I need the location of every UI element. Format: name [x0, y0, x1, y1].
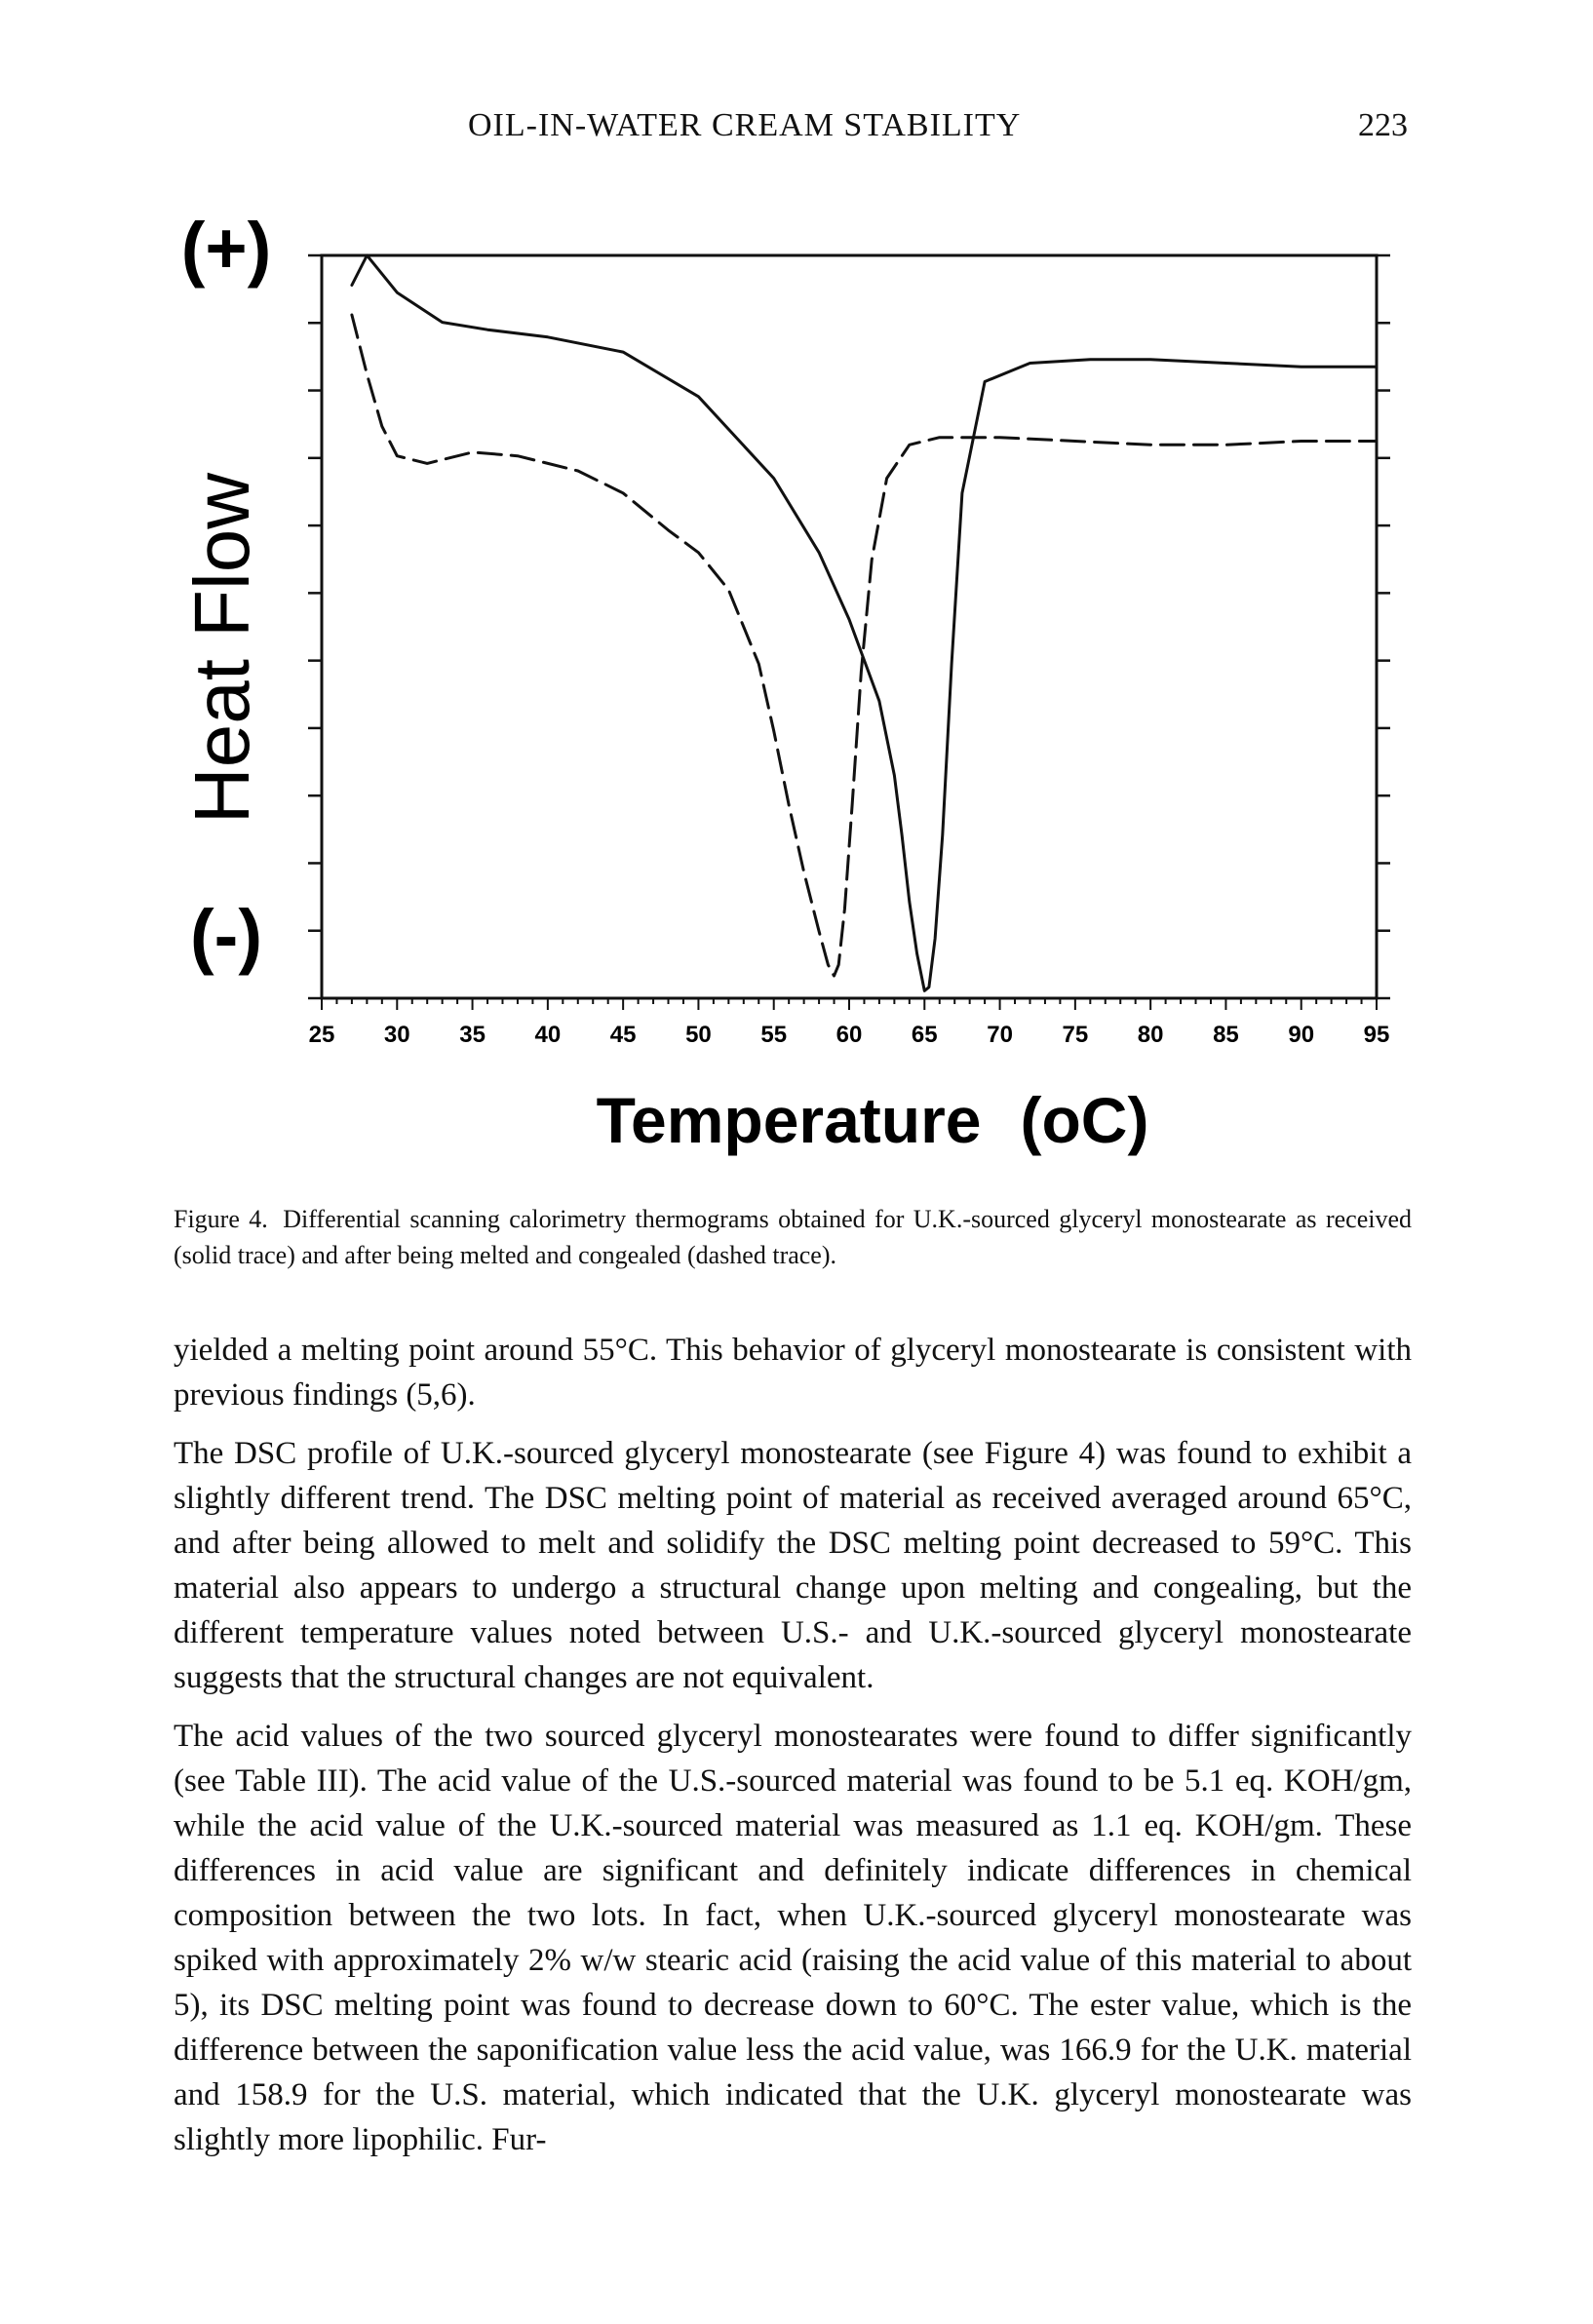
solid-trace: [352, 255, 1377, 990]
x-tick-label: 90: [1288, 1022, 1315, 1048]
x-tick-label: 70: [987, 1022, 1013, 1048]
x-axis-title: Temperature: [596, 1084, 982, 1156]
series-layer: [352, 255, 1377, 990]
dashed-trace: [352, 315, 1377, 976]
body-text: [174, 1328, 1412, 2176]
axes-layer: [308, 255, 1390, 1048]
x-tick-label: 85: [1213, 1022, 1239, 1048]
y-positive-label: (+): [180, 208, 272, 289]
x-tick-label: 65: [911, 1022, 938, 1048]
x-tick-label: 45: [609, 1022, 637, 1048]
x-axis-unit: (oC): [1020, 1084, 1149, 1156]
page-number: 223: [1358, 107, 1408, 143]
plot-frame: [322, 255, 1377, 998]
paragraph: The DSC profile of U.K.-sourced glyceryl monostearate (see Figure 4) was found to exhibit a slightly different trend. The DSC melting point of material as received averaged around 65°C, and after being allowed to melt and solidify the DSC melting point decreased to 59°C. This material also appears to undergo a structural change upon melting and congealing, but the different temperature values noted between U.S.- and U.K.-sourced glyceryl monostearate suggests that the structural changes are not equivalent.: [174, 1436, 1412, 1695]
x-tick-label: 75: [1062, 1022, 1089, 1048]
paragraph: yielded a melting point around 55°C. This behavior of glyceryl monostearate is consistent with previous findings (5,6).: [174, 1333, 1412, 1413]
x-tick-label: 25: [308, 1022, 335, 1048]
x-tick-label: 80: [1137, 1022, 1164, 1048]
x-tick-label: 40: [534, 1022, 562, 1048]
caption-label: Figure 4.: [174, 1205, 268, 1233]
running-title: OIL-IN-WATER CREAM STABILITY: [468, 107, 1022, 143]
y-negative-label: (-): [190, 895, 262, 976]
paragraph: The acid values of the two sourced glyceryl monostearates were found to differ significantly (see Table III). The acid value of the U.S.-sourced material was found to be 5.1 eq. KOH/gm, while the acid value of the U.K.-sourced material was measured as 1.1 eq. KOH/gm. These differences in acid value are significant and definitely indicate differences in chemical composition between the two lots. In fact, when U.K.-sourced glyceryl monostearate was spiked with approximately 2% w/w stearic acid (raising the acid value of this material to about 5), its DSC melting point was found to decrease down to 60°C. The ester value, which is the difference between the saponification value less the acid value, was 166.9 for the U.K. material and 158.9 for the U.S. material, which indicated that the U.K. glyceryl monostearate was slightly more lipophilic. Fur-: [174, 1719, 1412, 2157]
y-axis-label: Heat Flow: [178, 472, 265, 825]
x-tick-label: 50: [685, 1022, 712, 1048]
x-tick-label: 55: [760, 1022, 788, 1048]
x-tick-label: 30: [383, 1022, 410, 1048]
figure-caption: [174, 1201, 1412, 1273]
caption-text: Differential scanning calorimetry thermograms obtained for U.K.-sourced glyceryl monostearate as received (solid trace) and after being melted and congealed (dashed trace).: [174, 1205, 1412, 1269]
x-tick-label: 60: [835, 1022, 863, 1048]
x-tick-label: 35: [459, 1022, 486, 1048]
x-axis-label: [597, 1084, 1149, 1156]
x-tick-label: 95: [1363, 1022, 1390, 1048]
